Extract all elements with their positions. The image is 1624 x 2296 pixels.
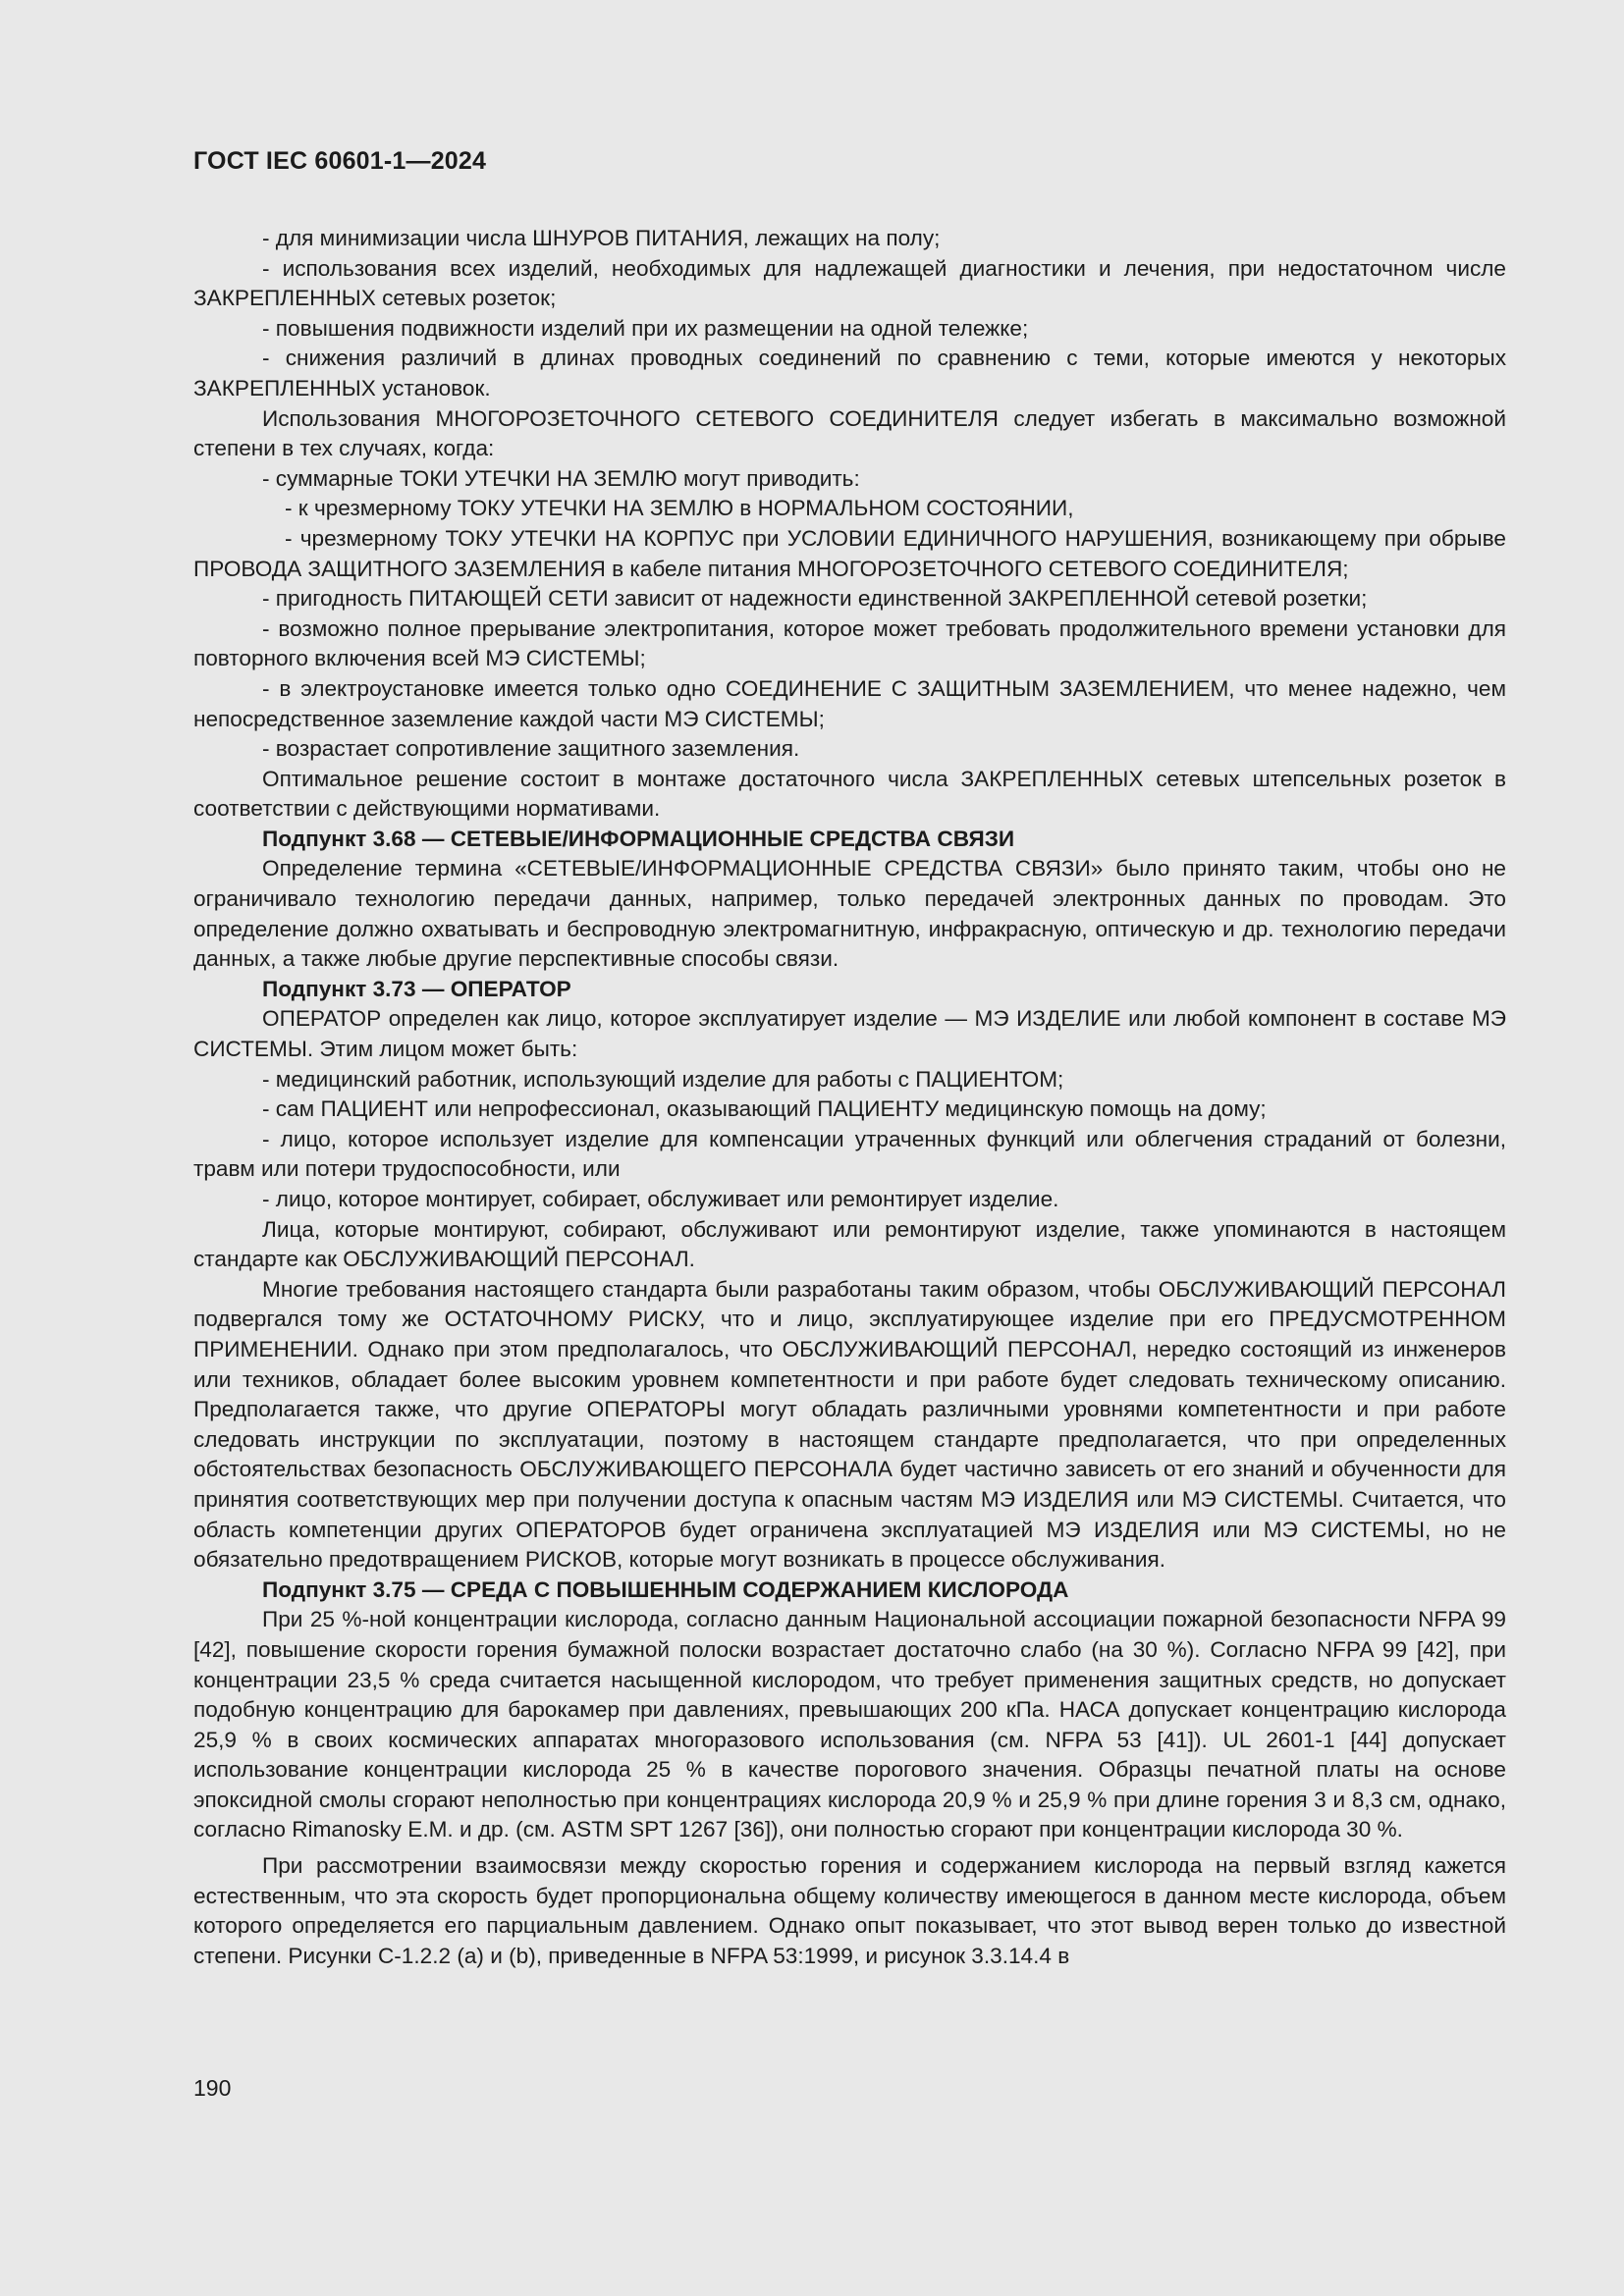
section-heading: Подпункт 3.73 — ОПЕРАТОР — [262, 976, 571, 1001]
document-header: ГОСТ IEC 60601-1—2024 — [193, 147, 487, 175]
paragraph: При 25 %-ной концентрации кислорода, согласно данным Национальной ассоциации пожарной безопасности NFPA 99 [42], повышение скорости горения бумажной полоски возрастает достаточно слабо (на 30 %). Согласно NFPA 99 [42], при концентрации 23,5 % среда считается насыщенной кислородом, что требует применения защитных средств, но допускает подобную концентрацию для барокамер при давлениях, превышающих 200 кПа. НАСА допускает концентрацию кислорода 25,9 % в своих космических аппаратах многоразового использования (см. NFPA 53 [41]). UL 2601-1 [44] допускает использование концентрации кислорода 25 % в качестве порогового значения. Образцы печатной платы на основе эпоксидной смолы сгорают неполностью при концентрациях кислорода 20,9 % и 25,9 % при длине горения 3 и 8,3 см, однако, согласно Rimanosky E.M. и др. (см. ASTM SPT 1267 [36]), они полностью сгорают при концентрации кислорода 30 %. — [193, 1607, 1506, 1842]
list-item: - пригодность ПИТАЮЩЕЙ СЕТИ зависит от надежности единственной ЗАКРЕПЛЕННОЙ сетевой розетки; — [262, 586, 1368, 612]
sub-list-item: - чрезмерному ТОКУ УТЕЧКИ НА КОРПУС при УСЛОВИИ ЕДИНИЧНОГО НАРУШЕНИЯ, возникающему при обрыве ПРОВОДА ЗАЩИТНОГО ЗАЗЕМЛЕНИЯ в кабеле питания МНОГОРОЗЕТОЧНОГО СЕТЕВОГО СОЕДИНИТЕЛЯ; — [193, 525, 1506, 581]
list-item: - возможно полное прерывание электропитания, которое может требовать продолжительного времени установки для повторного включения всей МЭ СИСТЕМЫ; — [193, 615, 1506, 671]
list-item: - суммарные ТОКИ УТЕЧКИ НА ЗЕМЛЮ могут приводить: — [262, 465, 860, 491]
paragraph: Оптимальное решение состоит в монтаже достаточного числа ЗАКРЕПЛЕННЫХ сетевых штепсельных розеток в соответствии с действующими нормативами. — [193, 766, 1506, 822]
list-item: - лицо, которое использует изделие для компенсации утраченных функций или облегчения страданий от болезни, травм или потери трудоспособности, или — [193, 1126, 1506, 1182]
list-item: - использования всех изделий, необходимых для надлежащей диагностики и лечения, при недостаточном числе ЗАКРЕПЛЕННЫХ сетевых розеток; — [193, 255, 1506, 311]
paragraph: При рассмотрении взаимосвязи между скоростью горения и содержанием кислорода на первый взгляд кажется естественным, что эта скорость будет пропорциональна общему количеству имеющегося в данном месте кислорода, объем которого определяется его парциальным давлением. Однако опыт показывает, что этот вывод верен только до известной степени. Рисунки С-1.2.2 (а) и (b), приведенные в NFPA 53:1999, и рисунок 3.3.14.4 в — [193, 1853, 1506, 1968]
list-item: - лицо, которое монтирует, собирает, обслуживает или ремонтирует изделие. — [262, 1187, 1059, 1211]
list-item: - снижения различий в длинах проводных соединений по сравнению с теми, которые имеются у некоторых ЗАКРЕПЛЕННЫХ установок. — [193, 346, 1506, 400]
section-heading: Подпункт 3.75 — СРЕДА С ПОВЫШЕННЫМ СОДЕРЖАНИЕМ КИСЛОРОДА — [262, 1576, 1069, 1602]
list-item: - в электроустановке имеется только одно СОЕДИНЕНИЕ С ЗАЩИТНЫМ ЗАЗЕМЛЕНИЕМ, что менее надежно, чем непосредственное заземление каждой части МЭ СИСТЕМЫ; — [193, 675, 1506, 731]
section-heading: Подпункт 3.68 — СЕТЕВЫЕ/ИНФОРМАЦИОННЫЕ СРЕДСТВА СВЯЗИ — [262, 826, 1015, 851]
page-number: 190 — [193, 2075, 232, 2101]
paragraph: Лица, которые монтируют, собирают, обслуживают или ремонтируют изделие, также упоминаются в настоящем стандарте как ОБСЛУЖИВАЮЩИЙ ПЕРСОНАЛ. — [193, 1216, 1506, 1272]
paragraph: ОПЕРАТОР определен как лицо, которое эксплуатирует изделие — МЭ ИЗДЕЛИЕ или любой компонент в составе МЭ СИСТЕМЫ. Этим лицом может быть: — [193, 1006, 1506, 1062]
list-item: - медицинский работник, использующий изделие для работы с ПАЦИЕНТОМ; — [262, 1066, 1064, 1092]
document-body — [193, 224, 1506, 1971]
sub-list-item: - к чрезмерному ТОКУ УТЕЧКИ НА ЗЕМЛЮ в НОРМАЛЬНОМ СОСТОЯНИИ, — [285, 496, 1074, 521]
list-item: - повышения подвижности изделий при их размещении на одной тележке; — [262, 315, 1029, 341]
list-item: - для минимизации числа ШНУРОВ ПИТАНИЯ, лежащих на полу; — [262, 226, 941, 250]
paragraph: Определение термина «СЕТЕВЫЕ/ИНФОРМАЦИОННЫЕ СРЕДСТВА СВЯЗИ» было принято таким, чтобы оно не ограничивало технологию передачи данных, например, только передачей электронных данных по проводам. Это определение должно охватывать и беспроводную электромагнитную, инфракрасную, оптическую и др. технологию передачи данных, а также любые другие перспективные способы связи. — [193, 856, 1506, 972]
list-item: - возрастает сопротивление защитного заземления. — [262, 736, 800, 762]
list-item: - сам ПАЦИЕНТ или непрофессионал, оказывающий ПАЦИЕНТУ медицинскую помощь на дому; — [262, 1096, 1267, 1122]
paragraph: Многие требования настоящего стандарта были разработаны таким образом, чтобы ОБСЛУЖИВАЮЩИЙ ПЕРСОНАЛ подвергался тому же ОСТАТОЧНОМУ РИСКУ, что и лицо, эксплуатирующее изделие при его ПРЕДУСМОТРЕННОМ ПРИМЕНЕНИИ. Однако при этом предполагалось, что ОБСЛУЖИВАЮЩИЙ ПЕРСОНАЛ, нередко состоящий из инженеров или техников, обладает более высоким уровнем компетентности и при работе будет следовать техническому описанию. Предполагается также, что другие ОПЕРАТОРЫ могут обладать различными уровнями компетентности и при работе следовать инструкции по эксплуатации, поэтому в настоящем стандарте предполагается, что при определенных обстоятельствах безопасность ОБСЛУЖИВАЮЩЕГО ПЕРСОНАЛА будет частично зависеть от его знаний и обученности для принятия соответствующих мер при получении доступа к опасным частям МЭ ИЗДЕЛИЯ или МЭ СИСТЕМЫ. Считается, что область компетенции других ОПЕРАТОРОВ будет ограничена эксплуатацией МЭ ИЗДЕЛИЯ или МЭ СИСТЕМЫ, но не обязательно предотвращением РИСКОВ, которые могут возникать в процессе обслуживания. — [193, 1276, 1506, 1573]
paragraph: Использования МНОГОРОЗЕТОЧНОГО СЕТЕВОГО СОЕДИНИТЕЛЯ следует избегать в максимально возможной степени в тех случаях, когда: — [193, 405, 1506, 461]
